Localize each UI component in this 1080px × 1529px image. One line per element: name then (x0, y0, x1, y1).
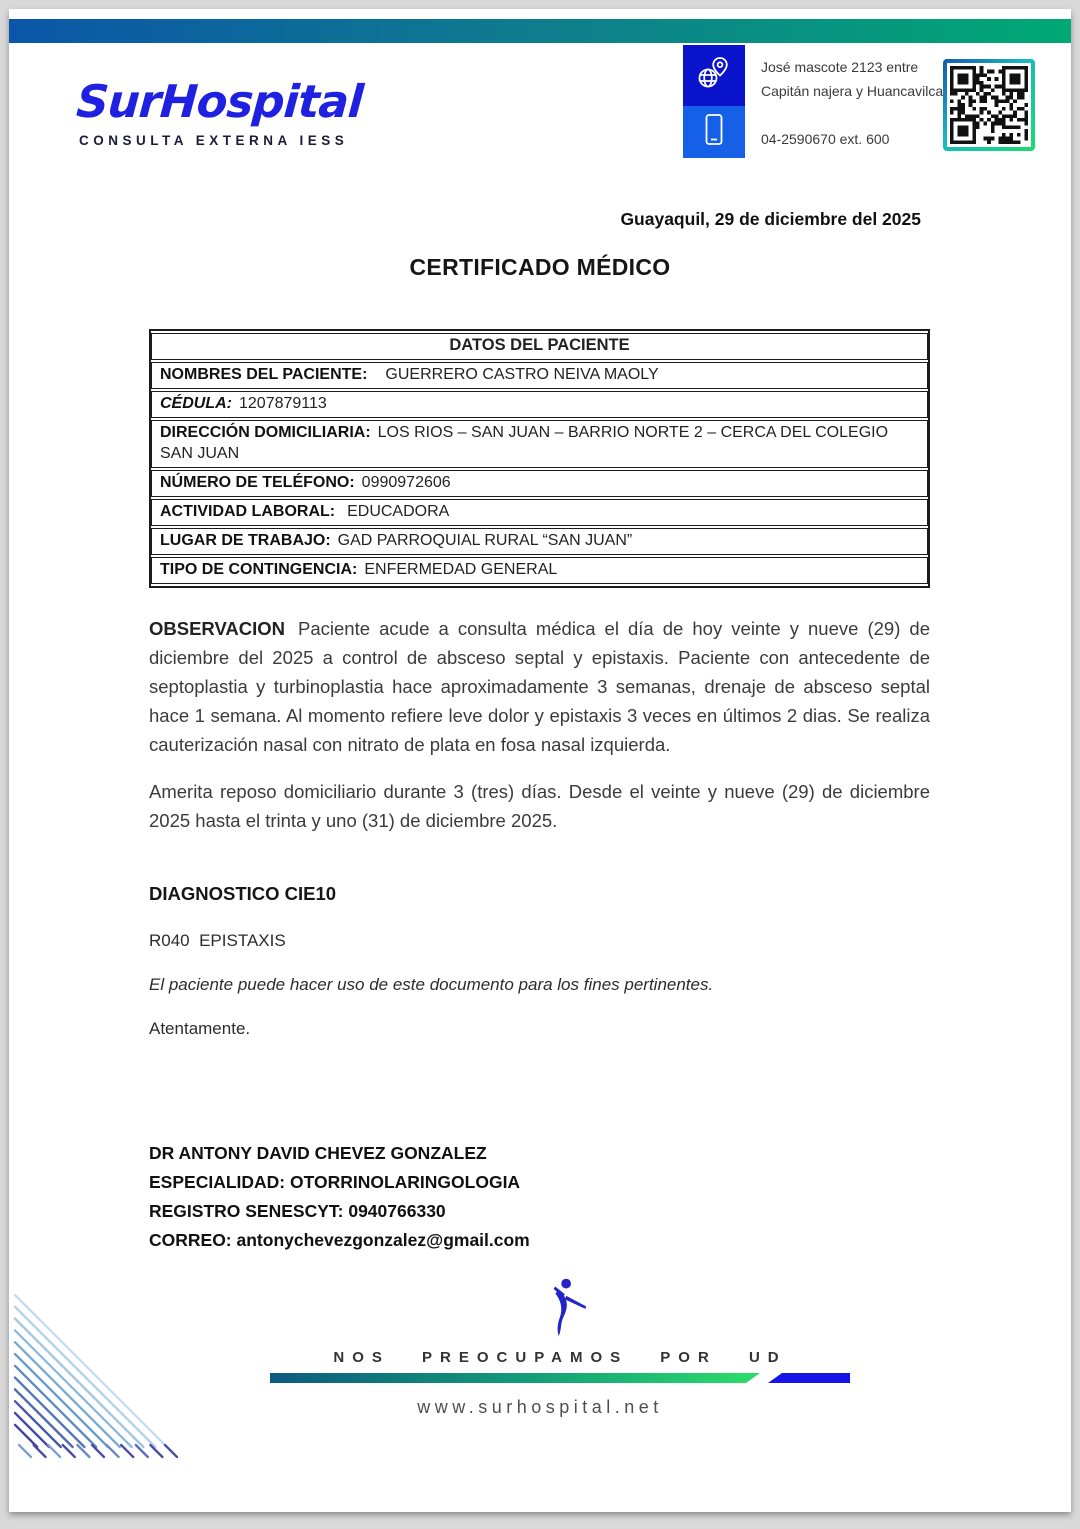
doctor-name: DR ANTONY DAVID CHEVEZ GONZALEZ (149, 1143, 487, 1163)
rest-note-paragraph: Amerita reposo domiciliario durante 3 (tres) días. Desde el veinte y nueve (29) de diciembre 2025 hasta el trinta y uno (31) de diciembre 2025. (149, 781, 930, 831)
table-row (151, 499, 928, 526)
contact-address (761, 55, 943, 103)
footer (270, 1349, 850, 1383)
table-row (151, 528, 928, 555)
table-row (151, 391, 928, 418)
contact-phone: 04-2590670 ext. 600 (761, 131, 890, 147)
row-value: GAD PARROQUIAL RURAL “SAN JUAN” (337, 532, 633, 549)
logo-subtitle: CONSULTA EXTERNA IESS (79, 133, 349, 148)
hospital-logo (74, 75, 365, 148)
row-value: ENFERMEDAD GENERAL (364, 561, 558, 578)
usage-note: El paciente puede hacer uso de este documento para los fines pertinentes. (149, 975, 714, 994)
diagnosis-code: R040 EPISTAXIS (149, 931, 286, 950)
location-tile (683, 45, 745, 106)
diagnosis-title: DIAGNOSTICO CIE10 (149, 883, 337, 904)
observation-text: Paciente acude a consulta médica el día de hoy veinte y nueve (29) de diciembre del 2025 a control de absceso septal y epistaxis. Paciente con antecedente de septoplastia y turbinoplastia hace aproximadamente 3 semanas, drenaje de absceso septal hace 1 semana. Al momento refiere leve dolor y epistaxis 3 veces en últimos 2 dias. Se realiza cauterización nasal con nitrato de plata en fosa nasal izquierda. (149, 618, 930, 755)
patient-data-table (149, 329, 930, 588)
footer-bar (270, 1373, 850, 1383)
contact-icon-tiles (683, 45, 745, 158)
table-row (151, 362, 928, 389)
table-row (151, 420, 928, 468)
row-label: TIPO DE CONTINGENCIA: (160, 561, 358, 578)
address-line-2: Capitán najera y Huancavilca (761, 83, 944, 99)
header-gradient-bar (9, 19, 1071, 43)
row-value: 1207879113 (239, 395, 327, 412)
doctor-email: CORREO: antonychevezgonzalez@gmail.com (149, 1230, 530, 1250)
footer-slogan: NOS PREOCUPAMOS POR UD (333, 1349, 787, 1366)
row-label: CÉDULA: (160, 395, 232, 412)
row-label: DIRECCIÓN DOMICILIARIA: (160, 424, 371, 441)
header (9, 43, 1071, 173)
footer-website: www.surhospital.net (417, 1397, 663, 1417)
doctor-registry: REGISTRO SENESCYT: 0940766330 (149, 1201, 446, 1221)
footer-bar-green (270, 1373, 760, 1383)
doctor-block (149, 1139, 1071, 1255)
person-figure-icon (37, 1277, 1071, 1337)
observation-paragraph (149, 614, 930, 759)
closing-text: Atentamente. (149, 1019, 251, 1038)
phone-icon (696, 110, 732, 155)
row-label: NÚMERO DE TELÉFONO: (160, 474, 355, 491)
table-header-row (151, 333, 928, 360)
address-line-1: José mascote 2123 entre (761, 59, 919, 75)
row-value: 0990972606 (361, 474, 451, 491)
row-label: LUGAR DE TRABAJO: (160, 532, 331, 549)
table-header: DATOS DEL PACIENTE (151, 333, 928, 360)
row-value: EDUCADORA (347, 503, 450, 520)
logo-text: SurHospital (74, 75, 365, 128)
row-value: GUERRERO CASTRO NEIVA MAOLY (385, 366, 659, 383)
page-title: CERTIFICADO MÉDICO (409, 254, 671, 280)
phone-tile (683, 106, 745, 158)
row-label: ACTIVIDAD LABORAL: (160, 503, 336, 520)
date-line: Guayaquil, 29 de diciembre del 2025 (620, 209, 921, 229)
location-pin-icon (694, 53, 734, 98)
observation-label: OBSERVACION (149, 618, 286, 639)
table-row (151, 557, 928, 584)
row-value: LOS RIOS – SAN JUAN – BARRIO NORTE 2 – CERCA DEL COLEGIO SAN JUAN (160, 424, 889, 462)
doctor-specialty: ESPECIALIDAD: OTORRINOLARINGOLOGIA (149, 1172, 521, 1192)
certificate-page (9, 9, 1071, 1512)
qr-code (943, 59, 1035, 151)
row-label: NOMBRES DEL PACIENTE: (160, 366, 368, 383)
table-row (151, 470, 928, 497)
footer-bar-blue (768, 1373, 850, 1383)
